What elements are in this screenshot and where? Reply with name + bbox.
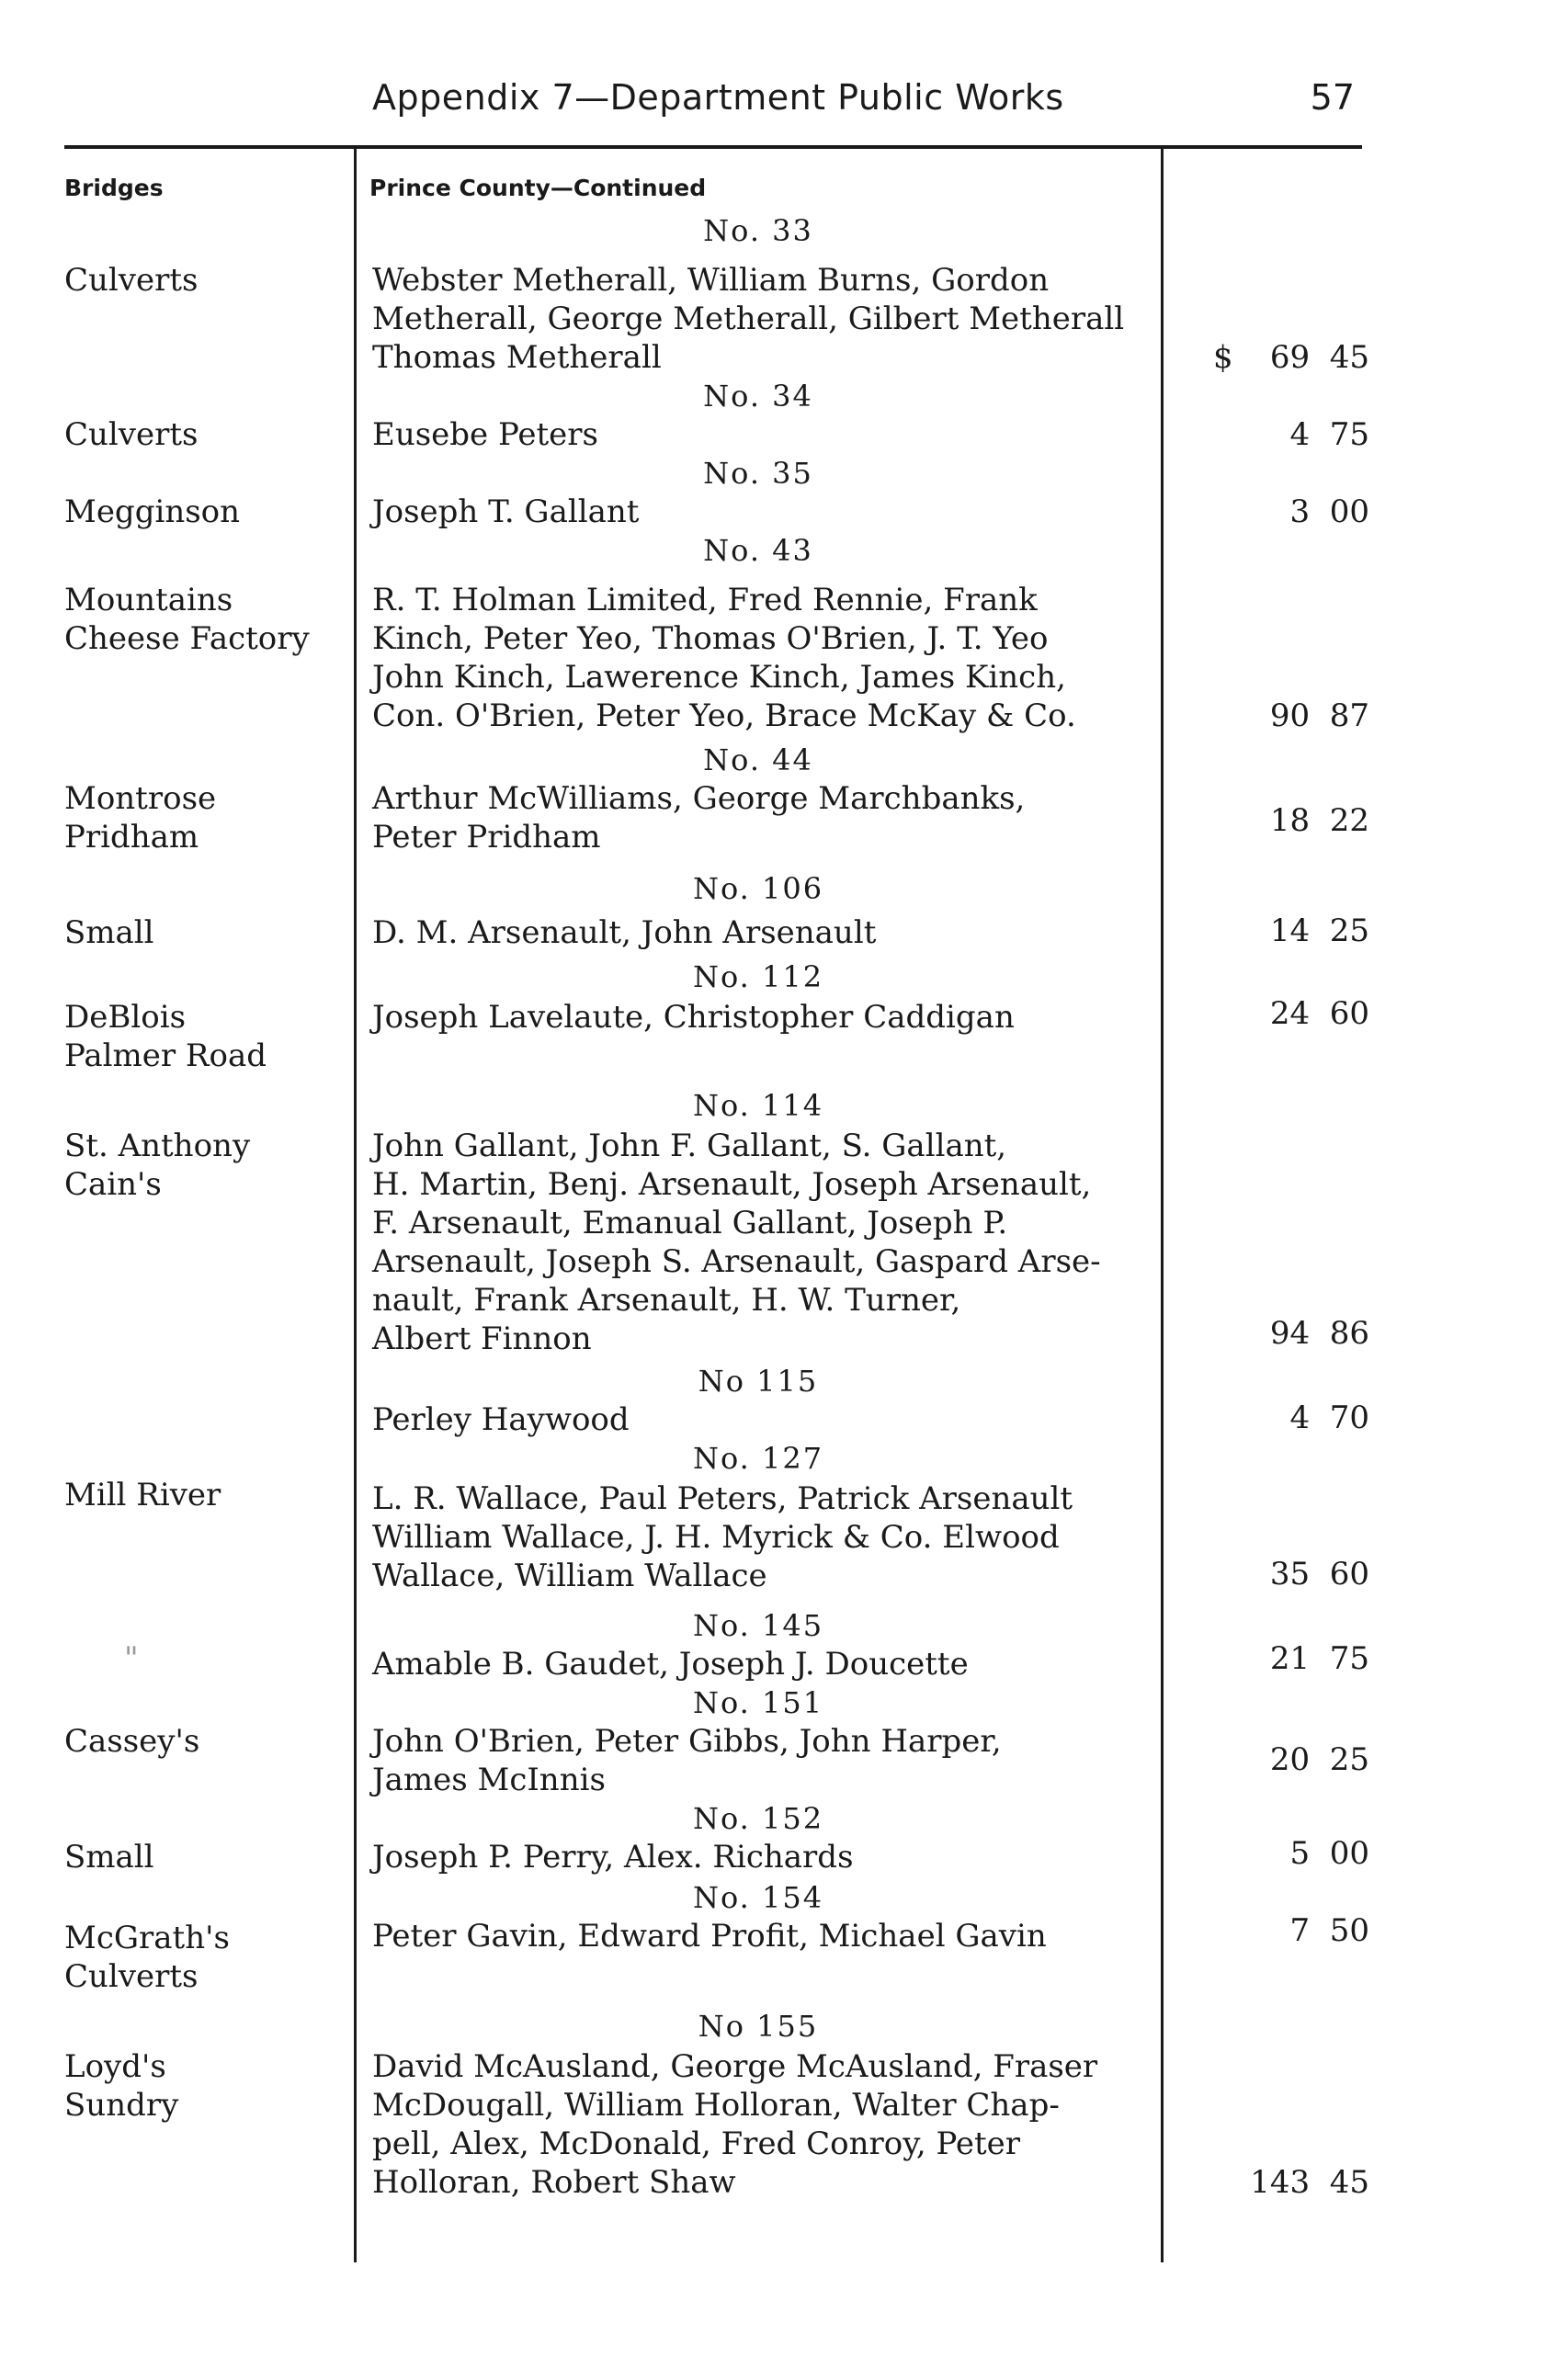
entry: [0, 377, 1544, 454]
entry-amount: 18 22: [1269, 802, 1369, 839]
entry-number: No. 44: [703, 742, 813, 777]
entry-amount: 21 75: [1269, 1640, 1369, 1677]
entry-names: Perley Haywood: [372, 1401, 630, 1438]
entry: [0, 741, 1544, 869]
ditto-mark: ": [124, 1640, 139, 1677]
entry: [0, 1362, 1544, 1439]
entry-number: No. 127: [692, 1441, 824, 1476]
entry-number: No. 34: [703, 379, 813, 414]
page-header: [64, 72, 1362, 149]
entry-amount: 143 45: [1250, 2164, 1369, 2201]
entry: [0, 2007, 1544, 2218]
entry-location: St. Anthony Cain's: [64, 1128, 251, 1203]
entry-names: Joseph T. Gallant: [372, 493, 640, 530]
entry-location: McGrath's Culverts: [64, 1920, 230, 1995]
entry-names: D. M. Arsenault, John Arsenault: [372, 914, 877, 951]
entry-number: No. 145: [692, 1608, 824, 1643]
entry-names: John O'Brien, Peter Gibbs, John Harper, James McInnis: [372, 1723, 1002, 1798]
entry-names: John Gallant, John F. Gallant, S. Gallant, H. Martin, Benj. Arsenault, Joseph Arsenault, F. Arsenault, Emanual Gallant, Joseph P. Arsenault, Joseph S. Arsenault, Gaspard Arse- nault, Frank Arsenault, H. W. Turner, Albert Finnon: [372, 1128, 1101, 1357]
entry-location: DeBlois Palmer Road: [64, 999, 267, 1074]
entry-amount: 14 25: [1269, 912, 1369, 949]
entry-number: No 155: [698, 2009, 819, 2044]
entry: [0, 454, 1544, 531]
entry-location: Culverts: [64, 262, 199, 299]
entry: [0, 958, 1544, 1086]
entry-number: No. 35: [703, 456, 813, 491]
entry-number: No. 43: [703, 533, 813, 568]
entry-amount: 35 60: [1269, 1556, 1369, 1592]
entry-location: Small: [64, 914, 154, 951]
entry-names: Joseph Lavelaute, Christopher Caddigan: [372, 999, 1015, 1036]
entry: [0, 1799, 1544, 1878]
currency-sign: $: [1213, 339, 1233, 376]
page-number: 57: [1310, 77, 1355, 118]
entry-amount: 90 87: [1269, 697, 1369, 734]
entry-names: David McAusland, George McAusland, Fraser McDougall, William Holloran, Walter Chap- pell, Alex, McDonald, Fred Conroy, Peter Holloran, Robert Shaw: [372, 2048, 1098, 2201]
entry-number: No. 114: [692, 1088, 824, 1123]
entry: [0, 1606, 1544, 1683]
entry-location: Mountains Cheese Factory: [64, 582, 310, 657]
entry-names: Amable B. Gaudet, Joseph J. Doucette: [372, 1646, 969, 1683]
entry-number: No. 152: [692, 1801, 824, 1836]
bridges-heading: Bridges: [64, 175, 164, 201]
entry-names: R. T. Holman Limited, Fred Rennie, Frank Kinch, Peter Yeo, Thomas O'Brien, J. T. Yeo John Kinch, Lawerence Kinch, James Kinch, Con. O'Brien, Peter Yeo, Brace McKay & Co.: [372, 582, 1076, 734]
entry-amount: 4 75: [1289, 416, 1369, 453]
entry: [0, 211, 1544, 377]
entry-names: L. R. Wallace, Paul Peters, Patrick Arsenault William Wallace, J. H. Myrick & Co. Elwood Wallace, William Wallace: [372, 1480, 1073, 1594]
entry-location: Montrose Pridham: [64, 780, 217, 856]
entry-location: Cassey's: [64, 1723, 200, 1760]
entry-amount: 7 50: [1289, 1912, 1369, 1949]
entry-amount: 20 25: [1269, 1741, 1369, 1778]
entry-number: No 115: [698, 1364, 819, 1399]
county-heading: Prince County—Continued: [369, 175, 707, 201]
entry-amount: 3 00: [1289, 493, 1369, 530]
entry-number: No. 106: [692, 871, 824, 906]
entry-names: Peter Gavin, Edward Profit, Michael Gavin: [372, 1918, 1047, 1955]
entry-location: Small: [64, 1839, 154, 1876]
entry-names: Joseph P. Perry, Alex. Richards: [372, 1839, 854, 1876]
entry-amount: 24 60: [1269, 995, 1369, 1032]
entry-names: Webster Metherall, William Burns, Gordon Metherall, George Metherall, Gilbert Metherall Thomas Metherall: [372, 262, 1125, 376]
entry-location: Loyd's Sundry: [64, 2048, 179, 2124]
entry-amount: 94 86: [1269, 1315, 1369, 1352]
entry-names: Eusebe Peters: [372, 416, 598, 453]
entry-amount: 69 45: [1269, 339, 1369, 376]
column-headings: [0, 175, 1544, 211]
entry-location: Culverts: [64, 416, 199, 453]
entry: [0, 1683, 1544, 1799]
entry-number: No. 33: [703, 213, 813, 248]
entry-amount: 5 00: [1289, 1835, 1369, 1872]
entry: [0, 869, 1544, 958]
entry-amount: 4 70: [1289, 1400, 1369, 1436]
entry: [0, 531, 1544, 741]
entry-number: No. 154: [692, 1880, 824, 1915]
entry: [0, 1878, 1544, 2007]
entry: [0, 1439, 1544, 1606]
entries-list: [0, 211, 1544, 2218]
entry-names: Arthur McWilliams, George Marchbanks, Peter Pridham: [372, 780, 1026, 856]
entry: [0, 1086, 1544, 1362]
entry-location: Megginson: [64, 493, 241, 530]
entry-number: No. 112: [692, 959, 824, 994]
entry-location: Mill River: [64, 1477, 221, 1513]
entry-number: No. 151: [692, 1685, 824, 1720]
page-title: Appendix 7—Department Public Works: [372, 77, 1064, 118]
